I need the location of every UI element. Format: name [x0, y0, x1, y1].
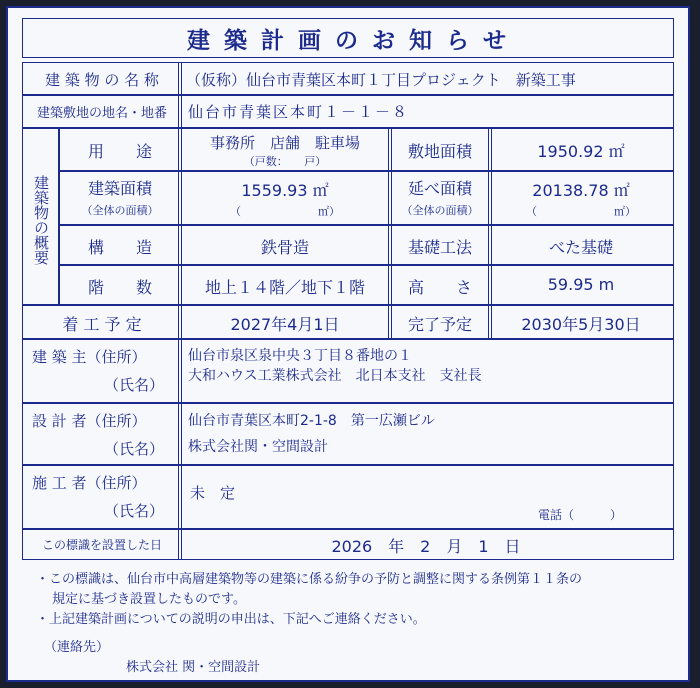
height-label: 高 さ	[407, 278, 472, 297]
name-value: （仮称）仙台市青葉区本町１丁目プロジェクト 新築工事	[186, 71, 576, 89]
builder-label-name: （氏名）	[104, 502, 165, 520]
use-label: 用 途	[87, 142, 152, 161]
floor-area-paren: （ ㎡）	[526, 205, 636, 218]
build-area-label: 建築面積	[87, 179, 152, 198]
phone-label: 電話（ ）	[538, 508, 623, 522]
designer-name: 株式会社関・空間設計	[188, 439, 328, 455]
start-label: 着 工 予 定	[62, 315, 142, 334]
use-sub: （戸数： 戸）	[243, 155, 327, 168]
posted-label: この標識を設置した日	[41, 538, 162, 552]
contact-value: 株式会社 関・空間設計	[126, 660, 261, 675]
use-value: 事務所 店舗 駐車場	[209, 134, 360, 152]
finish-value: 2030年5月30日	[521, 315, 641, 334]
site-area-value: 1950.92 ㎡	[537, 142, 625, 161]
floors-label: 階 数	[87, 278, 152, 297]
build-area-value: 1559.93 ㎡	[241, 181, 329, 200]
note-1-line-2: 規定に基づき設置したものです。	[52, 592, 246, 607]
floors-value: 地上１４階／地下１階	[204, 278, 365, 297]
floor-area-sub: （全体の面積）	[401, 204, 479, 217]
site-area-label: 敷地面積	[407, 142, 472, 161]
owner-address: 仙台市泉区泉中央３丁目８番地の１	[188, 348, 412, 364]
structure-label: 構 造	[87, 238, 152, 257]
site-value: 仙台市青葉区本町１－１－８	[188, 103, 410, 121]
foundation-label: 基礎工法	[407, 238, 472, 257]
build-area-sub: （全体の面積）	[81, 204, 159, 217]
owner-name: 大和ハウス工業株式会社 北日本支社 支社長	[188, 368, 482, 384]
floor-area-value: 20138.78 ㎡	[532, 181, 630, 200]
designer-label-address: 設 計 者（住所）	[32, 412, 147, 430]
note-2: ・上記建築計画についての説明の申出は、下記へご連絡ください。	[36, 612, 426, 627]
designer-address: 仙台市青葉区本町2-1-8 第一広瀬ビル	[188, 413, 435, 429]
designer-label-name: （氏名）	[104, 440, 165, 458]
owner-label-name: （氏名）	[104, 376, 165, 394]
height-value: 59.95 m	[547, 275, 615, 294]
start-value: 2027年4月1日	[230, 315, 340, 334]
build-area-paren: （ ㎡）	[230, 205, 340, 218]
builder-label-address: 施 工 者（住所）	[32, 474, 147, 492]
notice-board	[6, 6, 690, 682]
finish-label: 完了予定	[407, 315, 472, 334]
structure-value: 鉄骨造	[260, 238, 309, 257]
site-label: 建築敷地の地名・地番	[36, 106, 167, 121]
note-1-line-1: ・この標識は、仙台市中高層建築物等の建築に係る紛争の予防と調整に関する条例第１１条の	[36, 572, 583, 587]
foundation-value: べた基礎	[548, 238, 613, 257]
overview-label: 建築物の概要	[32, 175, 50, 265]
contact-label: （連絡先）	[44, 640, 110, 655]
builder-value: 未 定	[190, 484, 236, 502]
owner-label-address: 建 築 主（住所）	[32, 348, 147, 366]
floor-area-label: 延べ面積	[407, 179, 472, 198]
page-title: 建 築 計 画 の お 知 ら せ	[186, 28, 510, 54]
name-label: 建 築 物 の 名 称	[45, 71, 159, 89]
posted-value: 2026 年 2 月 1 日	[331, 537, 521, 556]
